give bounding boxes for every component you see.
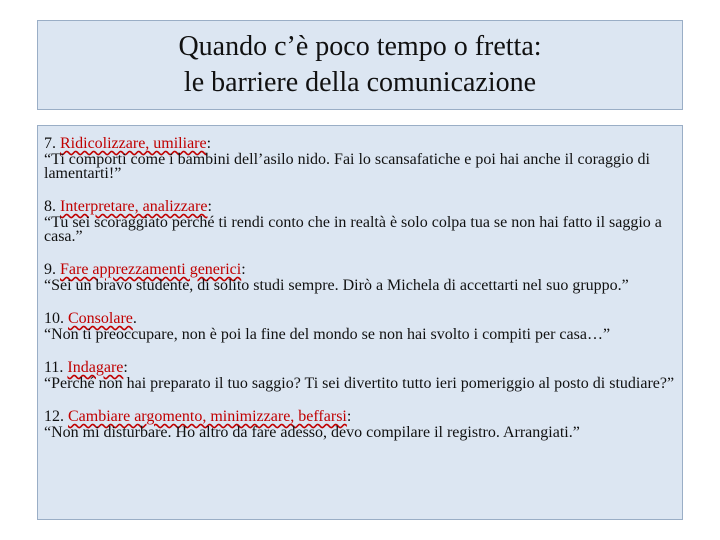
item-quote: “Non mi disturbare. Ho altro da fare adesso, devo compilare il registro. Arrangiati.” [44,424,580,441]
item-label: Consolare [68,310,133,327]
item-label: Ridicolizzare, umiliare [60,135,207,152]
item-quote: “Non ti preoccupare, non è poi la fine del mondo se non hai svolto i compiti per casa…” [44,326,611,343]
content-box [37,125,683,520]
slide-title-line-2: le barriere della comunicazione [183,67,537,98]
item-separator: . [132,310,137,327]
item-number: 8. [44,198,56,215]
barrier-item-10 [44,309,676,342]
barrier-item-8 [44,197,676,244]
barrier-item-9 [44,260,676,293]
item-quote: “Perché non hai preparato il tuo saggio? Ti sei divertito tutto ieri pomeriggio al posto di studiare?” [44,375,675,392]
item-number: 7. [44,135,56,152]
item-separator: : [206,135,212,152]
item-quote: “Tu sei scoraggiato perché ti rendi conto che in realtà è solo colpa tua se non hai fatto il saggio a casa.” [44,214,662,245]
barrier-item-11 [44,358,676,391]
item-label: Fare apprezzamenti generici [60,261,242,278]
item-separator: : [123,359,128,376]
item-number: 12. [44,408,64,425]
item-separator: : [241,261,246,278]
barrier-item-7 [44,134,676,181]
title-box [37,20,683,110]
item-quote: “Ti comporti come i bambini dell’asilo nido. Fai lo scansafatiche e poi hai anche il coraggio di lamentarti!” [44,151,650,182]
item-label: Interpretare, analizzare [60,198,208,215]
item-number: 10. [44,310,64,327]
item-label: Indagare [67,359,124,376]
slide-title-line-1: Quando c’è poco tempo o fretta: [178,31,542,62]
item-number: 9. [44,261,56,278]
item-separator: : [346,408,352,425]
item-quote: “Sei un bravo studente, di solito studi sempre. Dirò a Michela di accettarti nel suo gruppo.” [44,277,629,294]
item-number: 11. [44,359,64,376]
item-separator: : [207,198,212,215]
item-label: Cambiare argomento, minimizzare, beffarsi [68,408,347,425]
barrier-item-12 [44,407,676,440]
